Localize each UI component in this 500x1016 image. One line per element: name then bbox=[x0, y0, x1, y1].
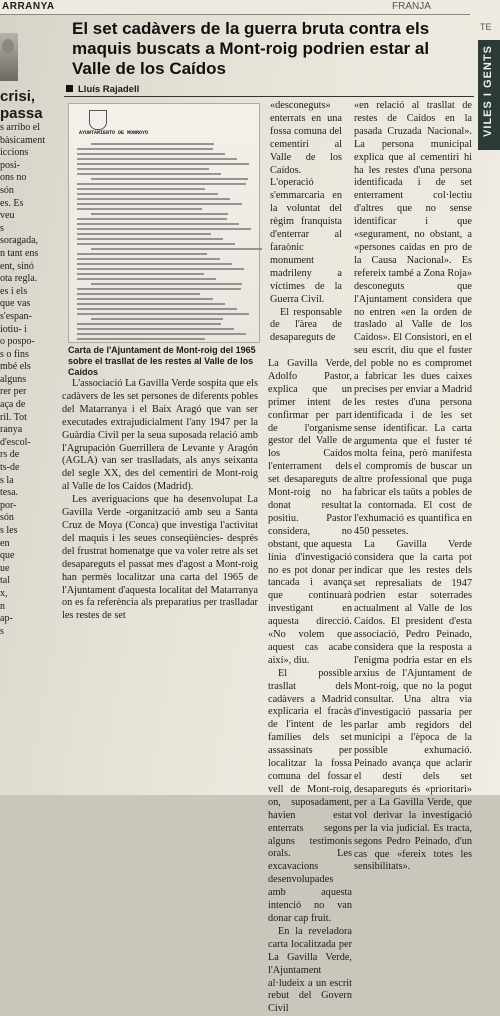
byline: Lluís Rajadell bbox=[66, 84, 366, 95]
adjacent-column-fragment bbox=[0, 88, 45, 637]
fragment-line: ap- bbox=[0, 613, 13, 625]
typed-line bbox=[77, 188, 205, 190]
typed-line bbox=[91, 248, 262, 250]
typed-line bbox=[77, 278, 216, 280]
typed-line bbox=[77, 218, 227, 220]
paragraph: El possible trasllat dels cadàvers a Madrid explicaria el fracàs de l'intent de les famílies dels set assassinats per localitzar la fossa comuna del fossar vell de Mont-roig, on, suposadament, havien estat enterrats segons alguns testimonis orals. Les excavacions desenvolupades amb aquesta intenció no van donar cap fruit. bbox=[268, 667, 352, 924]
edge-text: TE bbox=[480, 22, 492, 32]
typed-line bbox=[77, 173, 221, 175]
fragment-line: rer per bbox=[0, 386, 27, 398]
typed-line bbox=[77, 333, 246, 335]
paragraph: L'associació La Gavilla Verde sospita que els cadàvers de les set persones de diferents pobles del Matarranya i el Baix Aragó que van ser executades extrajudicialment l'any 1947 per la Guàrdia Civil per la seua suposada relació amb l'Agrupación Guerrillera de Levante y Aragón (AGLA) van ser traslladats, als anys seixanta del segle XX, des del cementiri de Mont-roig al Valle de los Caídos (Madrid). bbox=[62, 378, 258, 493]
fragment-line: mbé els bbox=[0, 361, 31, 373]
fragment-line: iccions posi- bbox=[0, 147, 29, 171]
fragment-line: que vas bbox=[0, 298, 31, 310]
paragraph: «en relació al trasllat de restes de Caídos en la pasada Cruzada Nacional». La persona municipal explica que al cementiri hi ha les restes d'una persona identificada i de set enterrament col·lectiu d'altres que no sense identificar i que «segurament, no obstant, a «persones caídas en pro de la Causa Nacional». Es refereix també a Zona Roja» desconeguts que l'Ajuntament considera que no entren «en la orden de traslado al Valle de los Caídos». El Consistori, en el seu escrit, diu que el fuster del poble no es compromet a fabricar les dues caixes precises per enviar a Madrid les restes d'una persona identificada i de les set sense identificar. La carta argumenta que el fuster té molta feina, però manifesta el compromís de buscar un altre professional que puga fabricar els taüts a pobles de la contornada. El cost de l'exhumació es quantifica en 450 pessetes. bbox=[354, 100, 472, 537]
headline: El set cadàvers de la guerra bruta contra els maquis buscats a Mont-roig podrien estar al Valle de los Caídos bbox=[72, 19, 430, 78]
letter-text-lines bbox=[77, 140, 253, 343]
typed-line bbox=[91, 283, 242, 285]
fragment-line: ota regla. bbox=[0, 273, 38, 285]
typed-line bbox=[77, 293, 200, 295]
typed-line bbox=[91, 318, 223, 320]
typed-line bbox=[77, 268, 244, 270]
fragment-line: iotiu- i bbox=[0, 323, 27, 335]
paragraph: La Gavilla Verde, Adolfo Pastor, explica que un primer intent de confirmar per part de l'organisme gestor del Valle de los Caídos l'enterrament dels set desapareguts de Mont-roig no ha donat resultat positiu. Pastor considera, no obstant, que aquesta línia d'investigació no es pot donar per tancada i avança que continuarà investigant en aquesta direcció. «No volem que aquest cas acabe així», diu. bbox=[268, 358, 352, 666]
side-tab-label: VILES I GENTS bbox=[482, 45, 494, 137]
fragment-heading-2: passa bbox=[0, 105, 43, 122]
fragment-line: x, bbox=[0, 587, 8, 599]
column-1 bbox=[62, 378, 258, 790]
typed-line bbox=[77, 208, 202, 210]
typed-line bbox=[77, 148, 213, 150]
fragment-line: bàsicament bbox=[0, 134, 45, 146]
photo-caption: Carta de l'Ajuntament de Mont-roig del 1965 sobre el trasllat de les restes al Valle de los Caídos bbox=[68, 345, 256, 377]
columnist-photo bbox=[0, 33, 18, 81]
typed-line bbox=[77, 273, 204, 275]
fragment-line: s o fins bbox=[0, 348, 29, 360]
fragment-line: es i els bbox=[0, 285, 28, 297]
typed-line bbox=[77, 183, 246, 185]
typed-line bbox=[77, 198, 230, 200]
fragment-line: rs de bbox=[0, 449, 20, 461]
typed-line bbox=[77, 338, 205, 340]
typed-line bbox=[77, 163, 249, 165]
fragment-lines bbox=[0, 122, 45, 638]
typed-line bbox=[91, 143, 214, 145]
fragment-line: s soragada, bbox=[0, 222, 39, 247]
letter-photo bbox=[68, 103, 260, 343]
column-3 bbox=[354, 100, 472, 873]
fragment-line: s la bbox=[0, 474, 14, 486]
fragment-line: en bbox=[0, 537, 10, 549]
fragment-heading-1: crisi, bbox=[0, 88, 36, 105]
fragment-line: d'escol- bbox=[0, 436, 31, 448]
fragment-line: tesa. bbox=[0, 487, 19, 499]
fragment-line: alguns bbox=[0, 373, 27, 385]
top-bar bbox=[0, 0, 470, 15]
column-top-narrow bbox=[270, 100, 342, 358]
typed-line bbox=[91, 213, 228, 215]
divider bbox=[64, 96, 474, 97]
typed-line bbox=[77, 323, 221, 325]
paragraph: La Gavilla Verde considera que la carta pot indicar que les restes dels set represaliats de 1947 podrien estar soterrades actualment al Valle de los Caídos. El president d'esta associació, Pedro Peinado, considera que la resposta a l'enigma podria estar en els arxius de l'Ajuntament de Mont-roig, que no la pogut consultar. Una altra via d'investigació passaria per parlar amb regidors del municipi a l'època de la possible exhumació. Peinado avança que aclarir el destí dels set desapareguts és «prioritari» per a La Gavilla Verde, que vol derivar la investigació per la via judicial. Es tracta, segons Pedro Peinado, d'un cas que «fereix totes les sensibilitats». bbox=[354, 538, 472, 873]
typed-line bbox=[77, 298, 213, 300]
letter-header: AYUNTAMIENTO DE MONROYO bbox=[79, 130, 149, 136]
fragment-line: ranya bbox=[0, 424, 23, 436]
typed-line bbox=[77, 263, 232, 265]
fragment-line: ent, sinó bbox=[0, 260, 34, 272]
section-label: ARRANYA bbox=[2, 1, 55, 12]
fragment-line: que bbox=[0, 550, 15, 562]
typed-line bbox=[77, 243, 235, 245]
typed-line bbox=[77, 203, 242, 205]
typed-line bbox=[77, 228, 251, 230]
fragment-line: n bbox=[0, 600, 5, 612]
fragment-line: n tant ens bbox=[0, 247, 39, 259]
fragment-line: tal bbox=[0, 575, 10, 587]
typed-line bbox=[77, 288, 241, 290]
fragment-line: s'espan- bbox=[0, 310, 32, 322]
fragment-line: ril. Tot bbox=[0, 411, 27, 423]
fragment-line: ts-de bbox=[0, 462, 20, 474]
typed-line bbox=[77, 313, 249, 315]
fragment-line: aça de bbox=[0, 399, 26, 411]
fragment-line: s les bbox=[0, 525, 18, 536]
fragment-line: s arribo el bbox=[0, 122, 40, 133]
typed-line bbox=[77, 258, 220, 260]
paragraph: El responsable de l'àrea de desapareguts de bbox=[270, 306, 342, 344]
fragment-line: ons no són bbox=[0, 172, 27, 196]
typed-line bbox=[77, 223, 239, 225]
fragment-line: s bbox=[0, 625, 4, 637]
typed-line bbox=[77, 328, 234, 330]
typed-line bbox=[77, 193, 218, 195]
typed-line bbox=[77, 253, 207, 255]
typed-line bbox=[91, 178, 248, 180]
section-side-tab bbox=[478, 40, 500, 150]
typed-line bbox=[77, 168, 209, 170]
fragment-line: són bbox=[0, 512, 14, 524]
paragraph: Les averiguacions que ha desenvolupat La Gavilla Verde -organització amb seu a Santa Cruz de Moya (Conca) que investiga l'activitat del maquis i les seues conseqüències- després del frustrat homenatge que va voler retre als set desapareguts el passat mes d'agost a Mont-roig han permès localitzar una carta del 1965 de l'Ajuntament d'aquesta localitat del Matarranya on es fa referència als preparatius per traslladar les restes de set bbox=[62, 494, 258, 622]
typed-line bbox=[77, 238, 223, 240]
fragment-line: es. Es veu bbox=[0, 197, 24, 222]
typed-line bbox=[77, 308, 237, 310]
typed-line bbox=[77, 303, 225, 305]
paragraph: En la reveladora carta localitzada per La Gavilla Verde, l'Ajuntament al·ludeix a un escrit rebut del Govern Civil bbox=[268, 925, 352, 1015]
typed-line bbox=[77, 158, 237, 160]
fragment-line: o pospo- bbox=[0, 336, 35, 348]
crest-icon bbox=[89, 110, 107, 130]
typed-line bbox=[77, 233, 211, 235]
fragment-line: ue bbox=[0, 562, 10, 574]
running-header: FRANJA bbox=[392, 1, 431, 12]
paragraph: «desconeguts» enterrats en una fossa comuna del cementiri al Valle de los Caídos. L'operació s'emmarcaria en la voluntat del règim franquista d'enterrar al faraònic monument madrileny a víctimes de la Guerra Civil. bbox=[270, 100, 342, 305]
fragment-line: por- bbox=[0, 499, 17, 511]
column-2 bbox=[268, 358, 352, 1015]
typed-line bbox=[77, 153, 225, 155]
